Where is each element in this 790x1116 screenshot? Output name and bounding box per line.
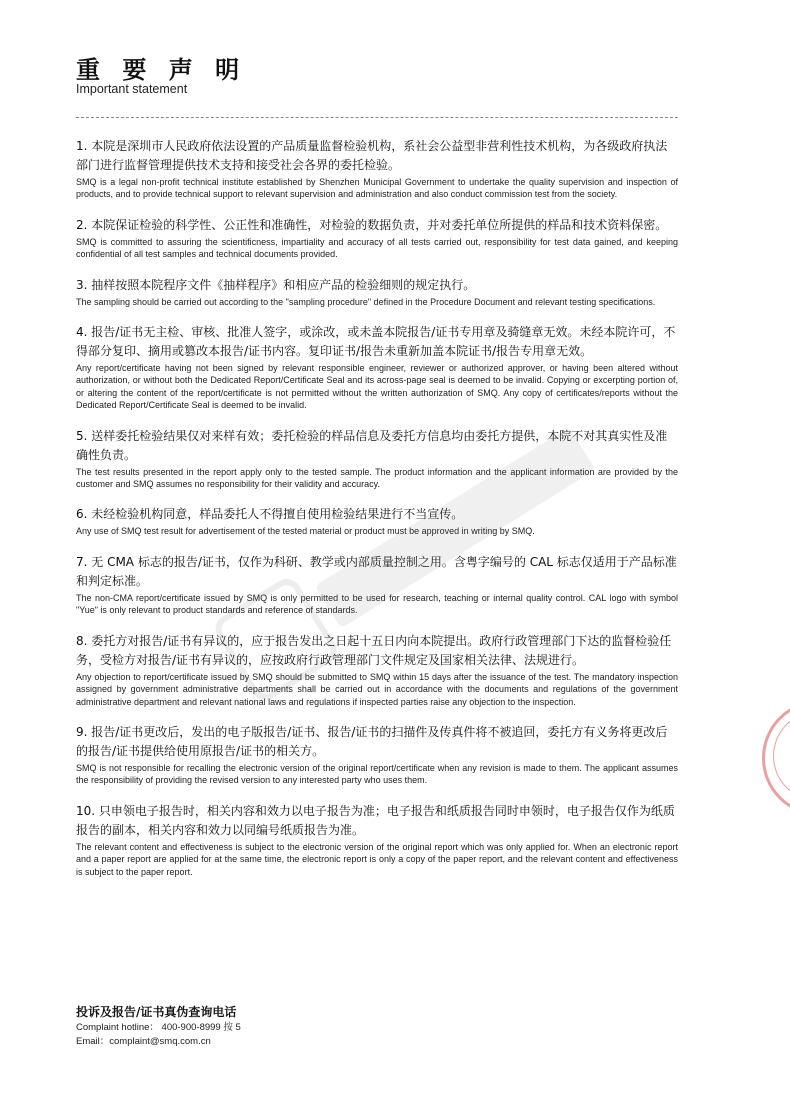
statement-cn: 2. 本院保证检验的科学性、公正性和准确性，对检验的数据负责，并对委托单位所提供的样品和技术资料保密。 [76, 217, 668, 232]
red-seal-stamp [762, 700, 790, 816]
statement-en: The test results presented in the report apply only to the tested sample. The product information and the applicant information are provided by the customer and SMQ assumes no responsibility for their validity and accuracy. [76, 466, 678, 490]
statement-en: Any objection to report/certificate issued by SMQ should be submitted to SMQ within 15 days after the issuance of the test. The mandatory inspection assigned by government administrative departments shall be carried out in accordance with the documents and regulations of the government administrative department and relevant national laws and regulations if inspected parties raise any objection to the inspection. [76, 671, 678, 707]
statement-item-4 [76, 323, 678, 412]
complaint-email: Email：complaint@smq.com.cn [76, 1036, 211, 1047]
contact-block [76, 1004, 496, 1049]
statement-cn: 1. 本院是深圳市人民政府依法设置的产品质量监督检验机构，系社会公益型非营利性技术机构，为各级政府执法部门进行监督管理提供技术支持和接受社会各界的委托检验。 [76, 139, 668, 172]
statement-item-1 [76, 137, 678, 201]
statement-en: Any report/certificate having not been signed by relevant responsible engineer, reviewer or authorized approver, or having been altered without authorization, or without both the Dedicated Report/Certificate Seal and its across-page seal is deemed to be invalid. Copying or excerpting portion of, or altering the content of the report/certificate is not permitted without the written authorization of SMQ. Any copy of certificates/reports without the Dedicated Report/Certificate Seal is deemed to be invalid. [76, 363, 678, 411]
statement-cn: 5. 送样委托检验结果仅对来样有效；委托检验的样品信息及委托方信息均由委托方提供，本院不对其真实性及准确性负责。 [76, 428, 668, 462]
statement-item-5 [76, 427, 678, 491]
statement-en: SMQ is a legal non-profit technical institute established by Shenzhen Municipal Government to undertake the quality supervision and inspection of products, and to provide technical support to relevant supervision and administration and also conduct commission test from the society. [76, 177, 678, 200]
statement-cn: 3. 抽样按照本院程序文件《抽样程序》和相应产品的检验细则的规定执行。 [76, 277, 476, 292]
statement-en: Any use of SMQ test result for advertisement of the tested material or product must be approved in writing by SMQ. [76, 526, 535, 537]
statement-cn: 10. 只申领电子报告时，相关内容和效力以电子报告为准；电子报告和纸质报告同时申领时，电子报告仅作为纸质报告的副本，相关内容和效力以同编号纸质报告为准。 [76, 803, 675, 837]
statement-en: The relevant content and effectiveness is subject to the electronic version of the original report which was only applied for. When an electronic report and a paper report are applied for at the same time, the electronic report is only a copy of the paper report, and the relevant content and effectiveness is subject to the paper report. [76, 841, 678, 877]
statement-en: The sampling should be carried out according to the "sampling procedure" defined in the Procedure Document and relevant testing specifications. [76, 296, 656, 307]
statement-cn: 9. 报告/证书更改后，发出的电子版报告/证书、报告/证书的扫描件及传真件将不被追回，委托方有义务将更改后的报告/证书提供给使用原报告/证书的相关方。 [76, 724, 668, 758]
statement-en: SMQ is committed to assuring the scientificness, impartiality and accuracy of all tests carried out, responsibility for test data gained, and keeping confidential of all test samples and technical documents provided. [76, 236, 678, 260]
statement-item-9 [76, 723, 678, 787]
statement-list [76, 137, 678, 893]
statement-cn: 7. 无 CMA 标志的报告/证书，仅作为科研、教学或内部质量控制之用。含粤字编号的 CAL 标志仅适用于产品标准和判定标准。 [76, 554, 677, 588]
statement-item-10 [76, 802, 678, 878]
statement-item-6 [76, 505, 678, 537]
statement-item-3 [76, 276, 678, 308]
contact-title: 投诉及报告/证书真伪查询电话 [76, 1005, 237, 1019]
page-title-cn: 重 要 声 明 [76, 56, 247, 84]
seal-inner-ring [773, 711, 790, 801]
statement-cn: 4. 报告/证书无主检、审核、批准人签字，或涂改，或未盖本院报告/证书专用章及骑缝章无效。未经本院许可，不得部分复印、摘用或篡改本报告/证书内容。复印证书/报告未重新加盖本院证书/报告专用章无效。 [76, 325, 676, 359]
dashed-divider [76, 117, 678, 118]
complaint-hotline: Complaint hotline： 400-900-8999 按 5 [76, 1022, 241, 1033]
statement-item-7 [76, 553, 678, 617]
statement-en: SMQ is not responsible for recalling the electronic version of the original report/certificate when any revision is made to them. The applicant assumes the responsibility of providing the revised version to any interested party who uses them. [76, 762, 678, 786]
statement-cn: 8. 委托方对报告/证书有异议的，应于报告发出之日起十五日内向本院提出。政府行政管理部门下达的监督检验任务，受检方对报告/证书有异议的，应按政府行政管理部门文件规定及国家相关法律、法规进行。 [76, 633, 672, 667]
page-title-en: Important statement [76, 82, 188, 96]
statement-item-2 [76, 216, 678, 261]
statement-en: The non-CMA report/certificate issued by SMQ is only permitted to be used for research, teaching or internal quality control. CAL logo with symbol "Yue" is only relevant to product standards and reference of standards. [76, 592, 678, 616]
statement-item-8 [76, 632, 678, 708]
statement-cn: 6. 未经检验机构同意，样品委托人不得擅自使用检验结果进行不当宣传。 [76, 507, 464, 522]
